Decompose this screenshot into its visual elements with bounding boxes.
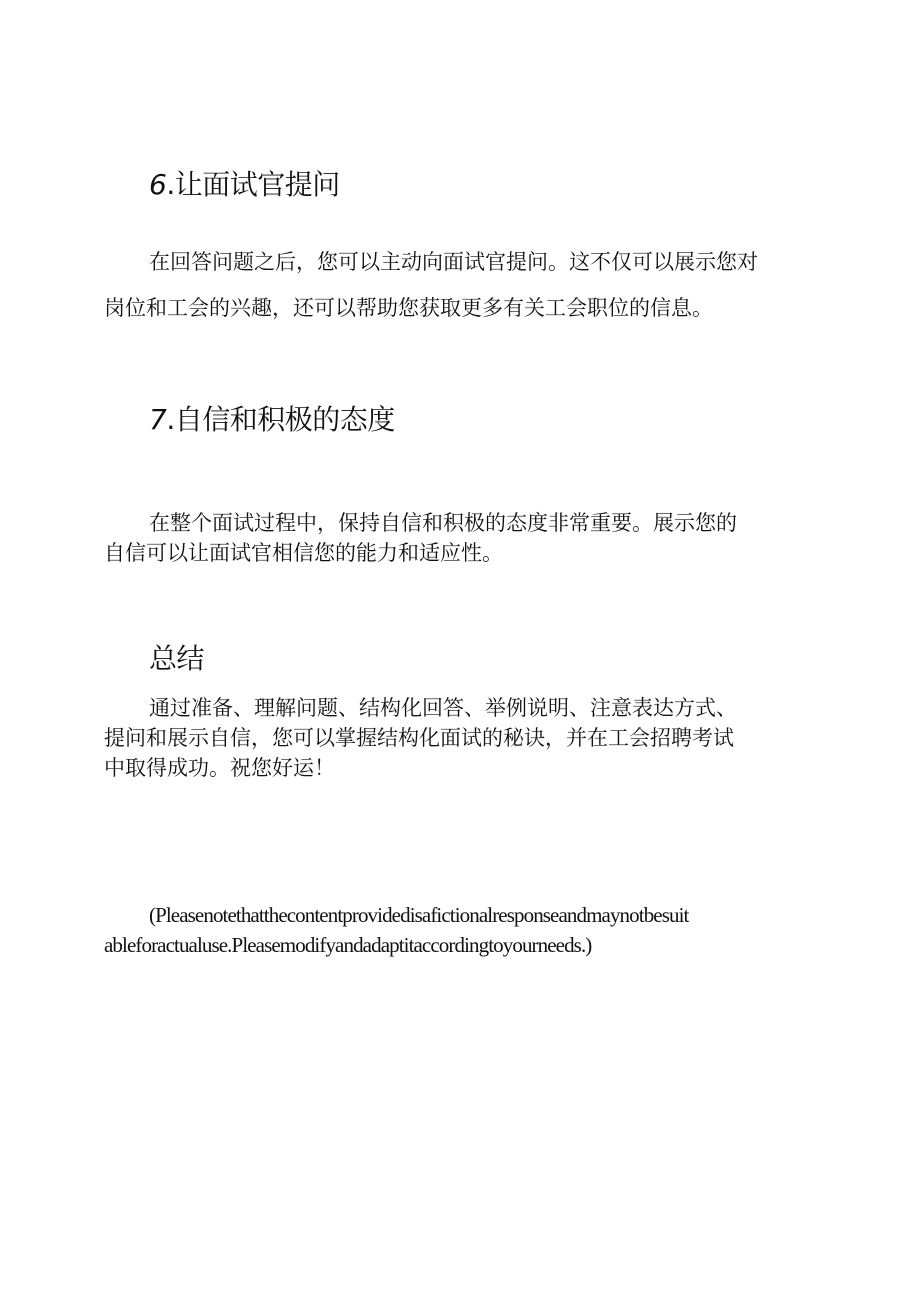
note-line: ableforactualuse.Pleasemodifyandadaptitaccordingtoyourneeds.): [104, 933, 592, 957]
section-6-number: 6: [149, 168, 167, 201]
section-6-heading: [149, 168, 340, 202]
paragraph-line: 岗位和工会的兴趣，还可以帮助您获取更多有关工会职位的信息。: [104, 296, 713, 320]
section-7-number: 7: [149, 403, 167, 436]
section-7-paragraph: [104, 508, 819, 568]
summary-title: 总结: [149, 642, 205, 675]
note-line: (Pleasenotethatthecontentprovidedisafictionalresponseandmaynotbesuit: [149, 903, 689, 927]
section-7-heading: [149, 403, 395, 437]
section-7-title: .自信和积极的态度: [166, 403, 395, 436]
section-6-paragraph: [104, 239, 819, 331]
disclaimer-note: [104, 900, 819, 960]
summary-heading: [149, 642, 204, 676]
summary-paragraph: [104, 693, 819, 783]
paragraph-line: 提问和展示自信，您可以掌握结构化面试的秘诀，并在工会招聘考试: [104, 726, 734, 750]
paragraph-line: 在回答问题之后，您可以主动向面试官提问。这不仅可以展示您对: [149, 250, 758, 274]
paragraph-line: 在整个面试过程中，保持自信和积极的态度非常重要。展示您的: [149, 511, 737, 535]
paragraph-line: 通过准备、理解问题、结构化回答、举例说明、注意表达方式、: [149, 696, 737, 720]
paragraph-line: 中取得成功。祝您好运！: [104, 756, 335, 780]
section-6-title: .让面试官提问: [166, 168, 340, 201]
paragraph-line: 自信可以让面试官相信您的能力和适应性。: [104, 541, 503, 565]
